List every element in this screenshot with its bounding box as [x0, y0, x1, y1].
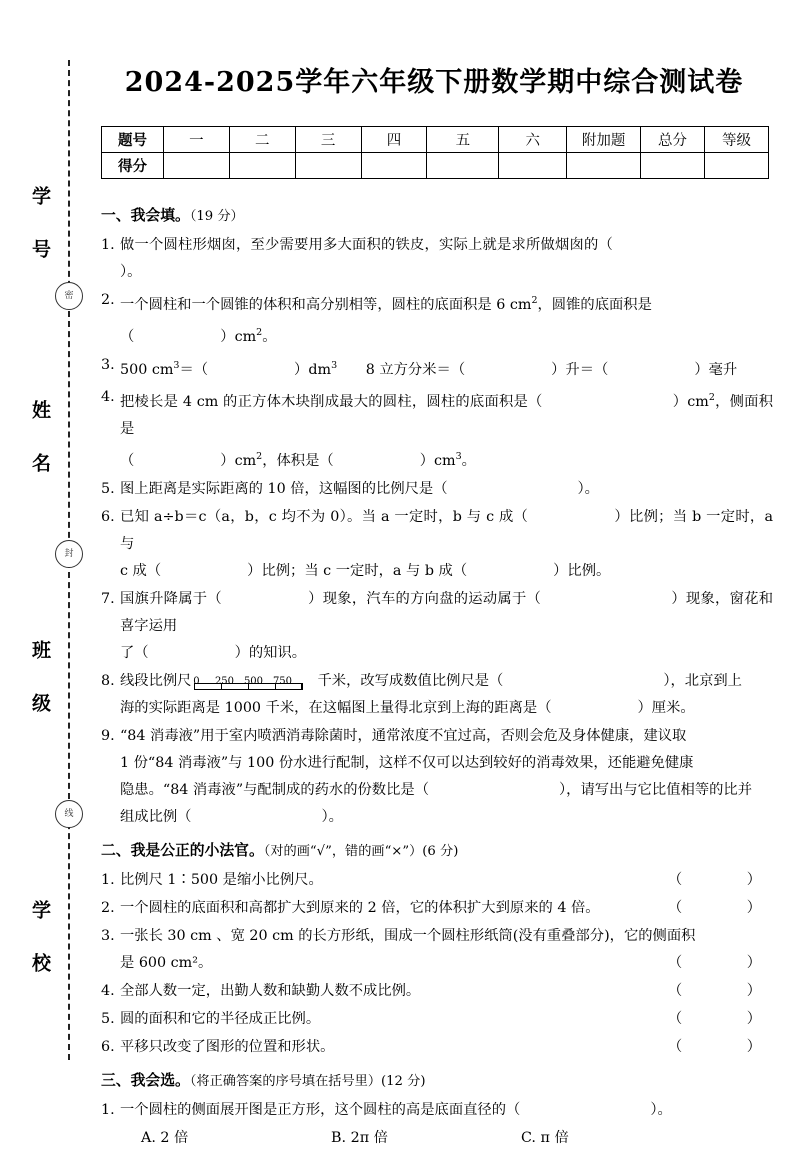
score-cell[interactable] [361, 153, 427, 179]
superscript: 3 [455, 451, 462, 463]
seal-stamp-icon-2: 封 [55, 540, 83, 568]
score-table [101, 126, 769, 179]
section-heading-fill-blanks [101, 202, 773, 230]
margin-label-class: 班 级 [29, 640, 51, 718]
question-text-tail: ）比例；当 c 一定时，a 与 b 成（ [247, 562, 468, 579]
margin-label-name: 姓 名 [29, 400, 51, 478]
question-number: 8. [101, 672, 115, 689]
score-table-score-label: 得分 [102, 153, 164, 179]
answer-bracket[interactable]: （ ） [667, 899, 773, 916]
question-text: ＝（ [179, 361, 209, 378]
question-text-tail: 。 [262, 328, 277, 345]
question-text: ）cm [672, 394, 709, 411]
question-2-4 [101, 978, 773, 1005]
question-number: 3. [101, 927, 115, 944]
question-text-tail: 。 [461, 452, 476, 469]
question-text: 一个圆柱的侧面展开图是正方形，这个圆柱的高是底面直径的（ [120, 1101, 521, 1118]
section-heading-multiple-choice [101, 1067, 773, 1095]
question-text: 隐患。“84 消毒液”与配制成的药水的份数比是（ [120, 781, 429, 798]
question-2-5 [101, 1006, 773, 1033]
section-heading-true-false [101, 837, 773, 865]
question-text: 组成比例（ [120, 808, 192, 825]
option-b[interactable]: B. 2π 倍 [331, 1129, 388, 1146]
question-number: 1. [101, 237, 115, 253]
question-text: ）cm [220, 452, 257, 469]
question-text: 已知 a÷b＝c（a，b，c 均不为 0）。当 a 一定时，b 与 c 成（ [120, 508, 529, 525]
margin-label-student-id: 学 号 [29, 186, 51, 264]
question-text: c 成（ [120, 562, 162, 579]
question-text: 圆的面积和它的半径成正比例。 [120, 1010, 321, 1027]
answer-bracket[interactable]: （ ） [667, 1038, 773, 1055]
scale-label-750: 750 [272, 675, 293, 687]
question-text: ，圆锥的底面积是 [537, 296, 652, 313]
seal-stamp-icon-1: 密 [55, 282, 83, 310]
answer-bracket[interactable]: （ ） [667, 1010, 773, 1027]
question-number: 2. [101, 292, 115, 308]
question-text: ），请写出与它比值相等的比并 [559, 781, 753, 798]
question-1-9 [101, 723, 773, 831]
question-2-6 [101, 1034, 773, 1061]
score-cell[interactable] [295, 153, 361, 179]
question-text: ），北京到上 [663, 672, 742, 689]
question-2-2 [101, 895, 773, 922]
question-text: ）升＝（ [551, 361, 609, 378]
question-text: 做一个圆柱形烟囱，至少需要用多大面积的铁皮，实际上就是求所做烟囱的（ [120, 237, 613, 253]
question-text: ）现象，汽车的方向盘的运动属于（ [307, 590, 542, 607]
question-text-tail: ）。 [120, 264, 142, 280]
question-number: 9. [101, 727, 115, 744]
seal-stamp-icon-3: 线 [55, 800, 83, 828]
score-cell[interactable] [641, 153, 705, 179]
answer-bracket[interactable]: （ ） [667, 871, 773, 888]
score-table-header-cell: 附加题 [567, 127, 641, 153]
question-text: ）现象，窗花和喜字运用 [120, 590, 773, 634]
question-text: 图上距离是实际距离的 10 倍，这幅图的比例尺是（ [120, 480, 448, 497]
question-text: （ [120, 452, 135, 469]
section-1-note: （19 分） [189, 209, 244, 224]
score-cell[interactable] [229, 153, 295, 179]
score-table-header-cell: 二 [229, 127, 295, 153]
question-text: 500 cm [120, 361, 174, 378]
question-text: 8 立方分米＝（ [337, 361, 466, 378]
question-number: 2. [101, 899, 115, 916]
score-table-header-cell: 一 [163, 127, 229, 153]
left-margin-seal-area [0, 0, 96, 1122]
question-text: 海的实际距离是 1000 千米，在这幅图上量得北京到上海的距离是（ [120, 699, 552, 716]
question-text: “84 消毒液”用于室内喷洒消毒除菌时，通常浓度不宜过高，否则会危及身体健康，建议取 [120, 727, 687, 744]
question-text: 一张长 30 cm 、宽 20 cm 的长方形纸，围成一个圆柱形纸筒(没有重叠部分)，它的侧面积 [120, 927, 696, 944]
scale-label-250: 250 [214, 675, 235, 687]
question-number: 6. [101, 1038, 115, 1055]
superscript: 3 [331, 359, 338, 371]
section-2-note: （对的画“√”，错的画“×”）(6 分) [263, 843, 459, 859]
question-1-3 [101, 352, 773, 384]
question-text: 了（ [120, 644, 149, 661]
question-text: ，体积是（ [262, 452, 334, 469]
question-number: 7. [101, 590, 115, 607]
question-1-4 [101, 384, 773, 475]
section-3-note: （将正确答案的序号填在括号里）(12 分) [189, 1073, 426, 1089]
question-2-1 [101, 867, 773, 894]
superscript: 2 [256, 451, 263, 463]
option-a[interactable]: A. 2 倍 [141, 1129, 189, 1146]
question-number: 3. [101, 356, 115, 373]
question-text-tail: ）。 [577, 480, 599, 497]
question-number: 1. [101, 1101, 115, 1118]
question-text-tail: ）厘米。 [637, 699, 695, 716]
superscript: 2 [531, 295, 538, 306]
superscript: 3 [173, 359, 180, 371]
question-text: ）cm [419, 452, 456, 469]
question-number: 6. [101, 508, 115, 525]
answer-bracket[interactable]: （ ） [667, 982, 773, 999]
question-text: 一个圆柱的底面积和高都扩大到原来的 2 倍，它的体积扩大到原来的 4 倍。 [120, 899, 600, 916]
question-number: 5. [101, 480, 115, 497]
section-1-title: 一、我会填。 [101, 207, 190, 224]
question-text: 一个圆柱和一个圆锥的体积和高分别相等，圆柱的底面积是 6 cm [120, 296, 532, 313]
question-text: （ [120, 328, 135, 345]
table-row [102, 153, 769, 179]
score-table-header-cell: 题号 [102, 127, 164, 153]
scale-bar-diagram [194, 669, 314, 693]
score-cell[interactable] [705, 153, 769, 179]
score-table-header-cell: 三 [295, 127, 361, 153]
superscript: 2 [708, 392, 715, 404]
question-number: 4. [101, 389, 115, 406]
question-1-8 [101, 668, 773, 722]
question-number: 1. [101, 871, 115, 888]
question-text: 线段比例尺 [120, 672, 192, 689]
option-c[interactable]: C. π 倍 [521, 1129, 569, 1146]
score-cell[interactable] [567, 153, 641, 179]
answer-bracket[interactable]: （ ） [667, 954, 773, 971]
question-1-6 [101, 504, 773, 585]
question-1-7 [101, 586, 773, 667]
page-title: 2024-2025学年六年级下册数学期中综合测试卷 [124, 67, 744, 98]
question-text: 比例尺 1∶500 是缩小比例尺。 [120, 871, 323, 888]
scale-label-0: 0 [193, 675, 200, 687]
question-text: 平移只改变了图形的位置和形状。 [120, 1038, 335, 1055]
question-text: ）比例。 [553, 562, 611, 579]
score-table-header-cell: 等级 [705, 127, 769, 153]
question-text: ）比例；当 b 一定时，a 与 [120, 508, 774, 552]
scale-label-500: 500 [243, 675, 264, 687]
question-text: 把棱长是 4 cm 的正方体木块削成最大的圆柱，圆柱的底面积是（ [120, 394, 543, 411]
question-3-1-options [101, 1125, 773, 1152]
question-text: ，改写成数值比例尺是（ [346, 672, 504, 689]
question-text-tail: ）毫升 [694, 361, 738, 378]
exam-body [101, 196, 773, 1152]
superscript: 2 [256, 326, 263, 338]
score-cell[interactable] [499, 153, 567, 179]
section-3-title: 三、我会选。 [101, 1071, 190, 1089]
question-1-2 [101, 287, 773, 351]
question-text: 1 份“84 消毒液”与 100 份水进行配制，这样不仅可以达到较好的消毒效果，还能避免健康 [120, 754, 694, 771]
section-2-title: 二、我是公正的小法官。 [101, 841, 264, 859]
score-table-header-cell: 六 [499, 127, 567, 153]
question-2-3 [101, 923, 773, 977]
question-number: 4. [101, 982, 115, 999]
table-row [102, 127, 769, 153]
question-text-tail: ）。 [650, 1101, 672, 1118]
question-1-5 [101, 476, 773, 503]
question-1-1 [101, 232, 773, 286]
question-number: 5. [101, 1010, 115, 1027]
question-text: ）cm [220, 328, 257, 345]
question-text: ）dm [294, 361, 332, 378]
score-cell[interactable] [427, 153, 499, 179]
score-table-header-cell: 总分 [641, 127, 705, 153]
question-text: 全部人数一定，出勤人数和缺勤人数不成比例。 [120, 982, 421, 999]
score-cell[interactable] [163, 153, 229, 179]
question-text: 国旗升降属于（ [120, 590, 222, 607]
question-text: ，侧面积是 [120, 394, 773, 438]
margin-label-school: 学 校 [29, 900, 51, 978]
question-text-tail: ）。 [321, 808, 343, 825]
question-text-line2: 是 600 cm²。 [120, 954, 213, 971]
question-text: 千米 [317, 672, 347, 689]
question-3-1 [101, 1097, 773, 1124]
score-table-header-cell: 五 [427, 127, 499, 153]
score-table-header-cell: 四 [361, 127, 427, 153]
question-text-tail: ）的知识。 [234, 644, 307, 661]
